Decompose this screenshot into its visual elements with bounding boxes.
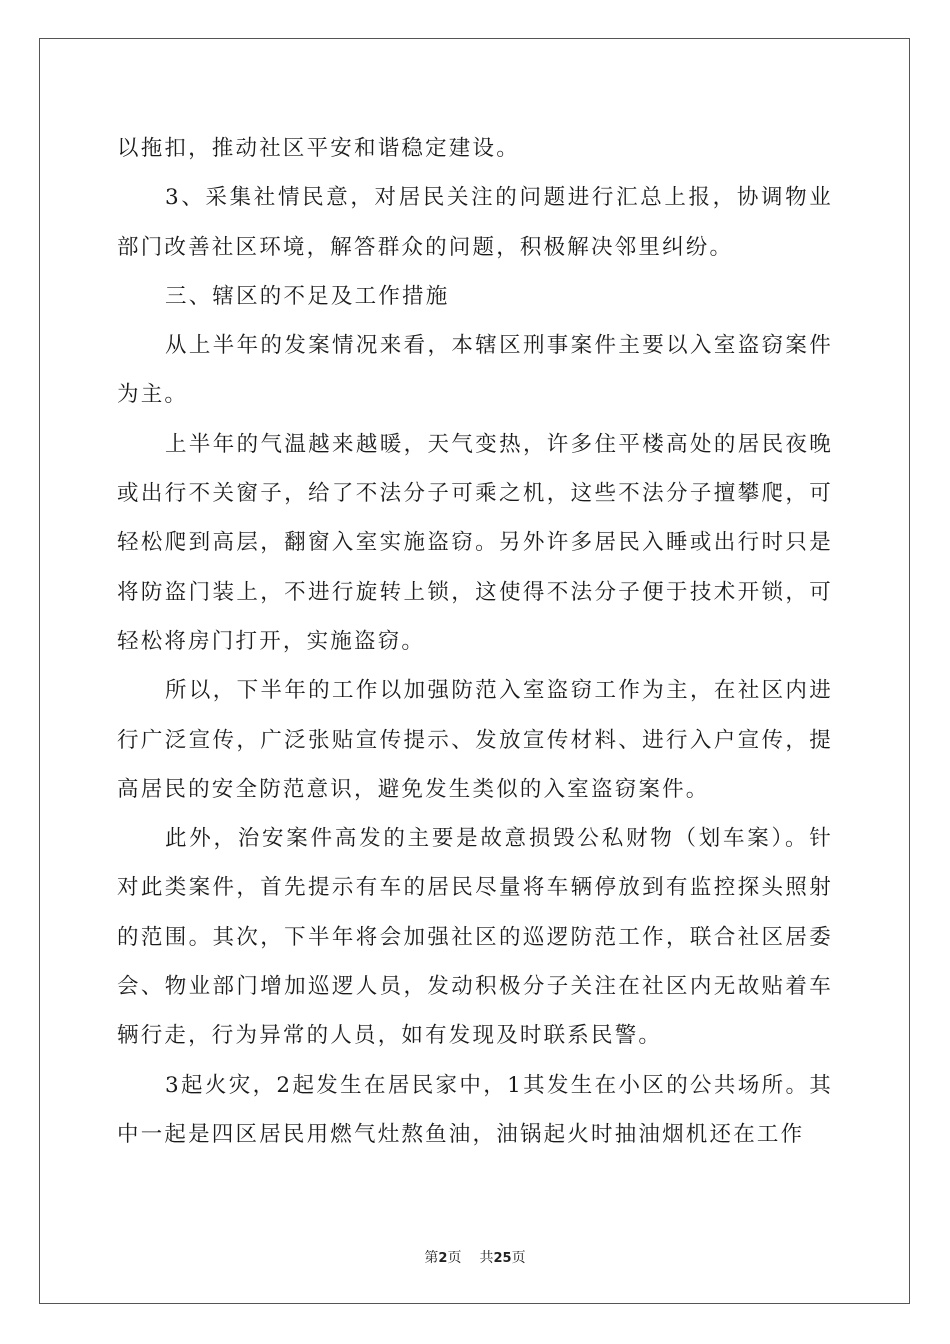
- page-number: 2: [438, 1251, 448, 1266]
- paragraph-8: 3起火灾，2起发生在居民家中，1其发生在小区的公共场所。其中一起是四区居民用燃气灶熬鱼油，油锅起火时抽油烟机还在工作: [117, 1072, 833, 1147]
- document-body: [117, 124, 833, 1159]
- paragraph-5: 上半年的气温越来越暖，天气变热，许多住平楼高处的居民夜晚或出行不关窗子，给了不法分子可乘之机，这些不法分子擅攀爬，可轻松爬到高层，翻窗入室实施盗窃。另外许多居民入睡或出行时只是将防盗门装上，不进行旋转上锁，这使得不法分子便于技术开锁，可轻松将房门打开，实施盗窃。: [117, 431, 833, 654]
- paragraph-4: 从上半年的发案情况来看，本辖区刑事案件主要以入室盗窃案件为主。: [117, 333, 833, 408]
- paragraph-1: 以拖扣，推动社区平安和谐稳定建设。: [117, 136, 520, 161]
- page-prefix: 第: [424, 1250, 439, 1266]
- total-suffix: 页: [511, 1250, 526, 1266]
- total-pages: 25: [493, 1251, 512, 1266]
- paragraph-7: 此外，治安案件高发的主要是故意损毁公私财物（划车案）。针对此类案件，首先提示有车的居民尽量将车辆停放到有监控探头照射的范围。其次，下半年将会加强社区的巡逻防范工作，联合社区居委会、物业部门增加巡逻人员，发动积极分子关注在社区内无故贴着车辆行走，行为异常的人员，如有发现及时联系民警。: [117, 826, 833, 1049]
- total-prefix: 共: [479, 1250, 494, 1266]
- section-heading: 三、辖区的不足及工作措施: [165, 283, 450, 309]
- page-footer: [0, 1247, 950, 1267]
- page-suffix: 页: [447, 1250, 462, 1266]
- paragraph-2: 3、采集社情民意，对居民关注的问题进行汇总上报，协调物业部门改善社区环境，解答群众的问题，积极解决邻里纠纷。: [117, 185, 833, 260]
- paragraph-6: 所以，下半年的工作以加强防范入室盗窃工作为主，在社区内进行广泛宣传，广泛张贴宣传提示、发放宣传材料、进行入户宣传，提高居民的安全防范意识，避免发生类似的入室盗窃案件。: [117, 678, 833, 802]
